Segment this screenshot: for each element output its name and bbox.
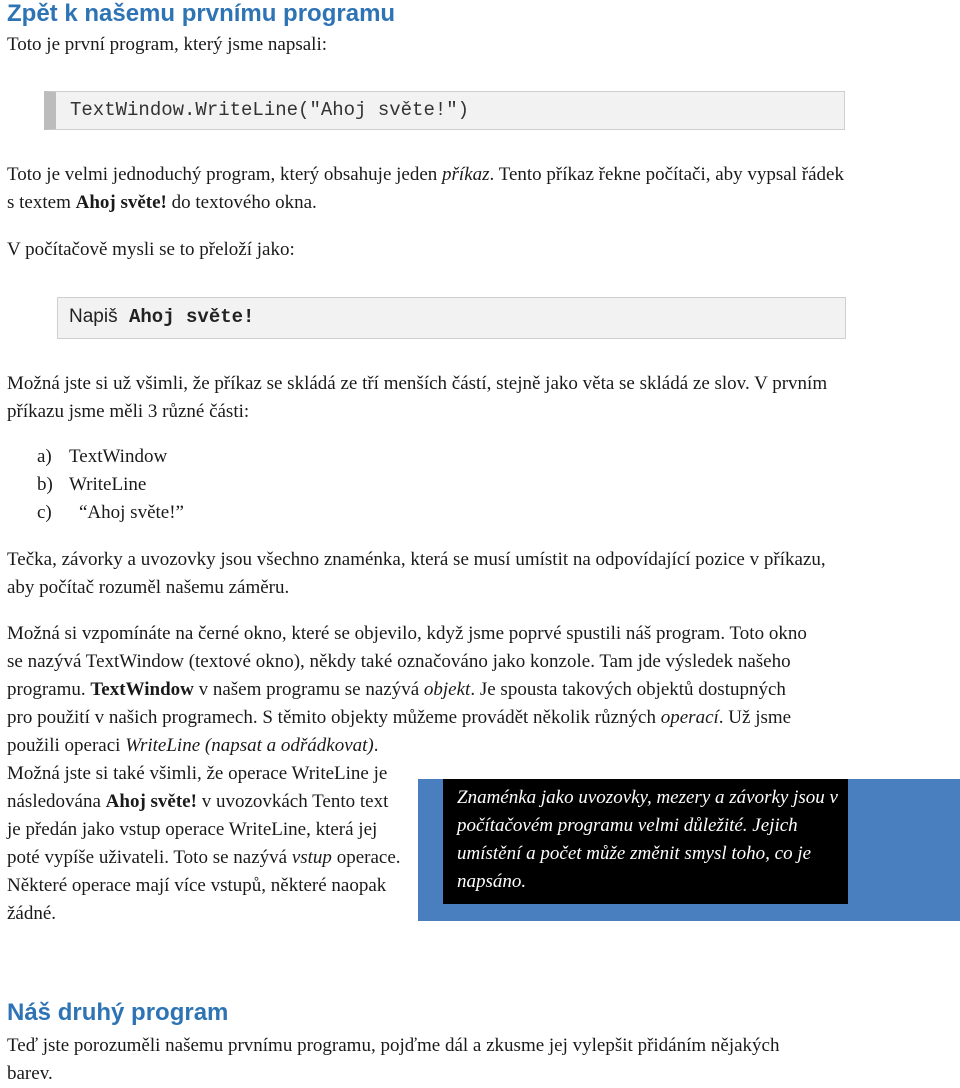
- text: Toto je velmi jednoduchý program, který obsahuje jeden: [7, 164, 443, 185]
- text: v uvozovkách Tento text je předán jako vstup operace WriteLine, která jej poté vypíše uživateli. Toto se nazývá: [7, 791, 389, 868]
- text: .: [373, 735, 379, 756]
- emphasis-operations: operací: [660, 707, 719, 728]
- text: . Je spousta takových objektů dostupných pro použití v našich programech. S těmito objekty můžeme provádět několik různých: [7, 679, 786, 728]
- bold-textwindow: TextWindow: [90, 679, 194, 700]
- text: Možná si vzpomínáte na černé okno, které se objevilo, když jsme poprvé spustili náš program. Toto okno se nazývá TextWindow (textové okno), někdy také označováno jako konzole. Tam jde výsledek našeho programu.: [7, 623, 807, 700]
- parts-list: [37, 443, 184, 527]
- heading-back-to-first-program: Zpět k našemu prvnímu programu: [7, 0, 396, 27]
- pseudo-code-block: [57, 297, 846, 339]
- code-line: TextWindow.WriteLine("Ahoj světe!"): [70, 99, 470, 121]
- paragraph-input: [7, 760, 402, 928]
- pseudo-message: Ahoj světe!: [129, 306, 255, 328]
- text: do textového okna.: [166, 192, 317, 213]
- list-text: “Ahoj světe!”: [79, 502, 184, 523]
- emphasis-writeline: WriteLine (napsat a odřádkovat): [125, 735, 374, 756]
- text: . Tento příkaz řekne počítači, aby vypsal řádek s textem: [7, 164, 844, 213]
- text: operace. Některé operace mají více vstupů, některé naopak žádné.: [7, 847, 401, 924]
- text: Možná jste si také všimli, že operace WriteLine je následována: [7, 763, 388, 812]
- text: v našem programu se nazývá: [193, 679, 424, 700]
- list-item: [37, 499, 184, 527]
- code-block-1: [44, 91, 845, 130]
- pseudo-word: Napiš: [69, 306, 118, 327]
- paragraph-second-program: Teď jste porozuměli našemu prvnímu programu, pojďme dál a zkusme jej vylepšit přidáním nějakých barev.: [7, 1035, 780, 1084]
- bold-hello-world: Ahoj světe!: [105, 791, 197, 812]
- list-label: c): [37, 502, 52, 523]
- paragraph-textwindow-object: [7, 620, 807, 760]
- heading-second-program: Náš druhý program: [7, 999, 229, 1026]
- paragraph-punctuation: Tečka, závorky a uvozovky jsou všechno znaménka, která se musí umístit na odpovídající pozice v příkazu, aby počítač rozuměl našemu záměru.: [7, 549, 826, 598]
- emphasis-object: objekt: [423, 679, 471, 700]
- bold-hello-world: Ahoj světe!: [75, 192, 167, 213]
- emphasis-input: vstup: [291, 847, 332, 868]
- list-text: WriteLine: [69, 474, 147, 495]
- emphasis-command: příkaz: [442, 164, 490, 185]
- paragraph-translation: V počítačově mysli se to přeloží jako:: [7, 239, 295, 260]
- callout-text: Znaménka jako uvozovky, mezery a závorky jsou v počítačovém programu velmi důležité. Jejich umístění a počet může změnit smysl toho, co je napsáno.: [457, 787, 838, 892]
- intro-paragraph: Toto je první program, který jsme napsali:: [7, 34, 328, 55]
- list-text: TextWindow: [69, 446, 168, 467]
- list-label: b): [37, 474, 53, 495]
- callout-box: [443, 779, 848, 904]
- text: . Už jsme použili operaci: [7, 707, 792, 756]
- list-label: a): [37, 446, 52, 467]
- paragraph-three-parts: Možná jste si už všimli, že příkaz se skládá ze tří menších částí, stejně jako věta se skládá ze slov. V prvním příkazu jsme měli 3 různé části:: [7, 373, 828, 422]
- list-item: [37, 471, 184, 499]
- list-item: [37, 443, 184, 471]
- paragraph-simple-program: [7, 161, 847, 217]
